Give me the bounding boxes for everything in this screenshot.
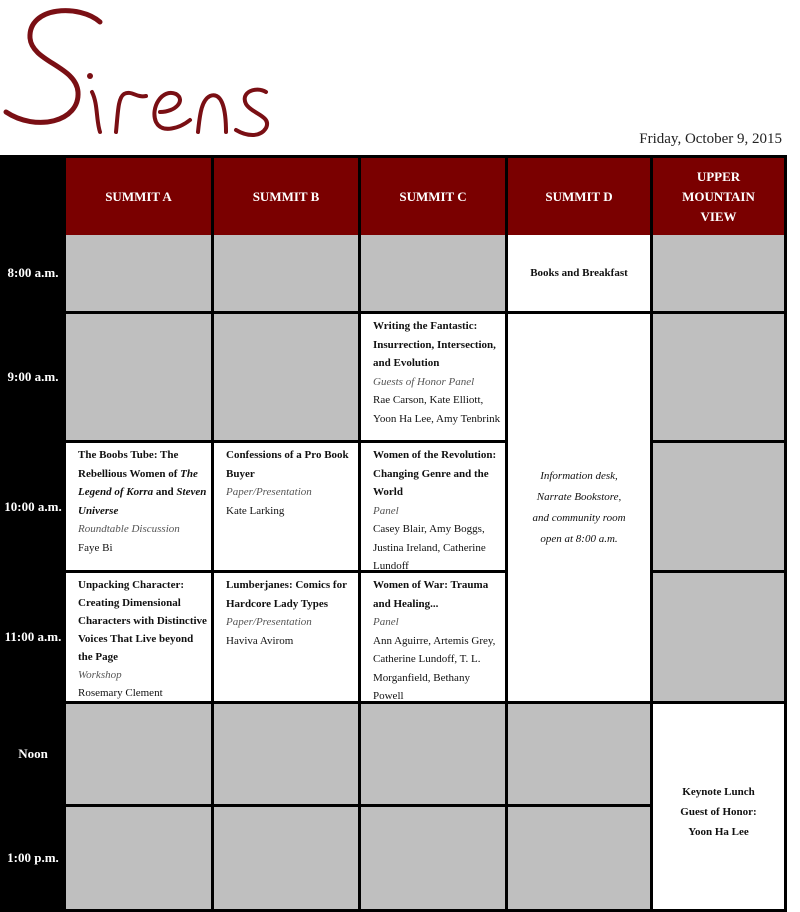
event-type: Paper/Presentation — [226, 616, 312, 628]
empty-slot — [66, 704, 211, 804]
event-people: Rosemary Clement — [78, 687, 163, 699]
event-women-of-the-revolution — [361, 443, 505, 570]
empty-slot — [361, 807, 505, 909]
time-label: 9:00 a.m. — [0, 314, 66, 440]
empty-slot — [361, 704, 505, 804]
keynote-line: Yoon Ha Lee — [688, 825, 749, 838]
event-type: Guests of Honor Panel — [373, 375, 475, 388]
empty-slot — [653, 314, 784, 440]
event-people: Ann Aguirre, Artemis Grey, Catherine Lundoff, T. L. Morganfield, Bethany Powell — [373, 634, 496, 701]
event-people: Haviva Avirom — [226, 634, 294, 647]
event-type: Paper/Presentation — [226, 486, 312, 498]
event-books-and-breakfast — [508, 235, 650, 311]
event-lumberjanes — [214, 573, 358, 701]
event-people: Kate Larking — [226, 504, 285, 517]
grid-corner — [0, 155, 66, 235]
info-line: open at 8:00 a.m. — [540, 532, 618, 545]
empty-slot — [214, 807, 358, 909]
event-information-desk — [508, 314, 650, 701]
event-title: Books and Breakfast — [530, 267, 628, 279]
event-title: Confessions of a Pro Book Buyer — [226, 449, 349, 480]
event-title: Women of War: Trauma and Healing... — [373, 579, 489, 610]
room-header-summit-a: SUMMIT A — [66, 158, 211, 235]
empty-slot — [653, 443, 784, 570]
event-people: Casey Blair, Amy Boggs, Justina Ireland, Catherine Lundoff — [373, 523, 486, 570]
keynote-line: Keynote Lunch — [682, 785, 755, 798]
event-title: The Boobs Tube: The Rebellious Women of The Legend of Korra and Steven Universe — [78, 449, 207, 517]
keynote-line: Guest of Honor: — [680, 805, 757, 818]
empty-slot — [214, 235, 358, 311]
event-keynote-lunch — [653, 704, 784, 909]
event-people: Faye Bi — [78, 541, 113, 554]
empty-slot — [508, 807, 650, 909]
room-header-upper-mountain-view: UPPER MOUNTAIN VIEW — [653, 158, 784, 235]
time-label: Noon — [0, 704, 66, 804]
time-label: 1:00 p.m. — [0, 807, 66, 909]
event-type: Panel — [373, 616, 399, 628]
time-label: 11:00 a.m. — [0, 573, 66, 701]
event-confessions-of-a-pro-book-buyer — [214, 443, 358, 570]
event-type: Roundtable Discussion — [78, 523, 180, 535]
room-header-summit-b: SUMMIT B — [214, 158, 358, 235]
event-title: Writing the Fantastic: Insurrection, Intersection, and Evolution — [373, 320, 496, 369]
event-women-of-war — [361, 573, 505, 701]
schedule-date: Friday, October 9, 2015 — [639, 131, 782, 147]
event-the-boobs-tube — [66, 443, 211, 570]
info-line: Information desk, — [540, 469, 618, 482]
empty-slot — [214, 704, 358, 804]
empty-slot — [66, 314, 211, 440]
empty-slot — [361, 235, 505, 311]
event-title: Women of the Revolution: Changing Genre and the World — [373, 449, 497, 498]
event-unpacking-character — [66, 573, 211, 701]
empty-slot — [66, 807, 211, 909]
event-people: Rae Carson, Kate Elliott, Yoon Ha Lee, Amy Tenbrink — [373, 394, 501, 425]
svg-text:Sirens: Sirens — [0, 0, 3, 1]
event-writing-the-fantastic — [361, 314, 505, 440]
sirens-logo — [0, 0, 320, 155]
empty-slot — [214, 314, 358, 440]
room-header-summit-d: SUMMIT D — [508, 158, 650, 235]
event-type: Panel — [373, 504, 399, 517]
event-title: Unpacking Character: Creating Dimensional Characters with Distinctive Voices That Live beyond the Page — [78, 579, 207, 663]
empty-slot — [653, 235, 784, 311]
info-line: and community room — [532, 511, 626, 524]
room-header-summit-c: SUMMIT C — [361, 158, 505, 235]
time-label: 8:00 a.m. — [0, 235, 66, 311]
empty-slot — [508, 704, 650, 804]
time-label: 10:00 a.m. — [0, 443, 66, 570]
empty-slot — [66, 235, 211, 311]
empty-slot — [653, 573, 784, 701]
info-line: Narrate Bookstore, — [536, 490, 622, 503]
event-title: Lumberjanes: Comics for Hardcore Lady Types — [226, 579, 347, 610]
schedule-grid — [0, 155, 787, 912]
event-type: Workshop — [78, 669, 122, 681]
